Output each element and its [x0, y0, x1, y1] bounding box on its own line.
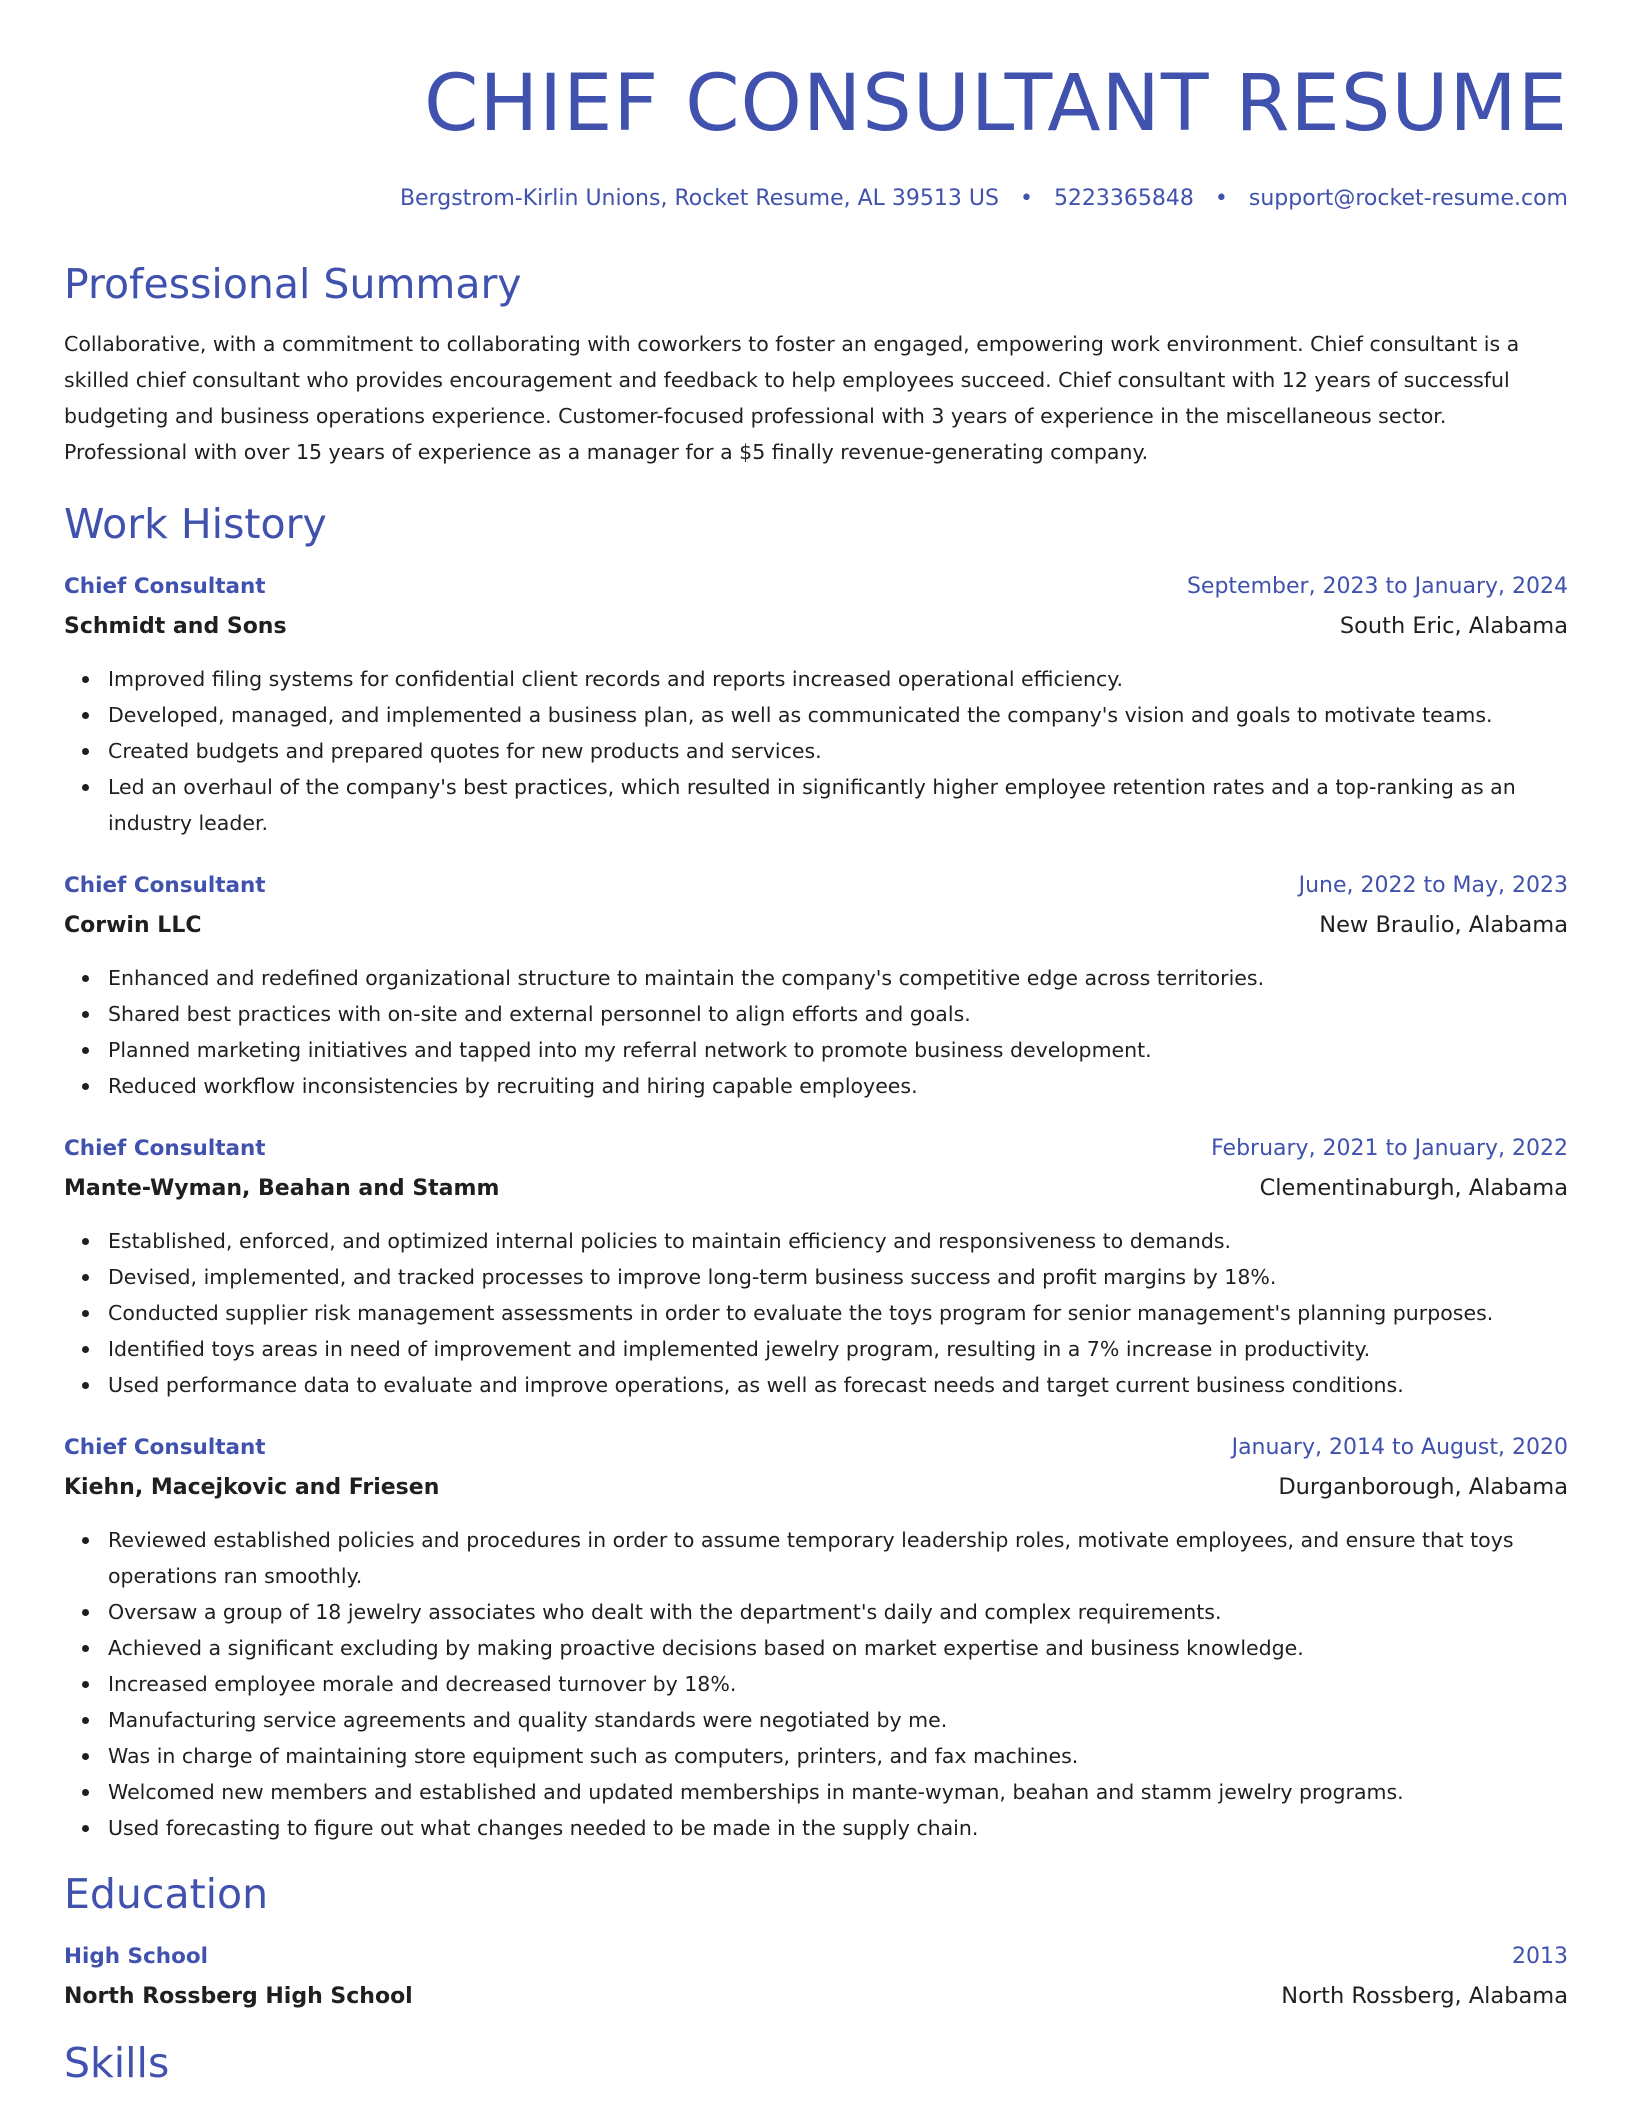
education-heading: Education	[64, 1870, 269, 1918]
job-company: Schmidt and Sons	[64, 614, 287, 639]
job-bullet: Developed, managed, and implemented a business plan, as well as communicated the company's vision and goals to motivate teams.	[108, 697, 1568, 733]
job-bullets	[64, 661, 1568, 841]
job-bullet: Conducted supplier risk management assessments in order to evaluate the toys program for senior management's planning purposes.	[108, 1295, 1568, 1331]
job-header-row	[64, 568, 1568, 606]
job-bullet: Established, enforced, and optimized internal policies to maintain efficiency and responsiveness to demands.	[108, 1223, 1568, 1259]
job-location: New Braulio, Alabama	[1319, 912, 1568, 938]
job-header-row	[64, 1429, 1568, 1467]
contact-line	[64, 182, 1568, 216]
job-role: Chief Consultant	[64, 574, 266, 599]
job-location: Clementinaburgh, Alabama	[1259, 1175, 1568, 1201]
job-bullet: Planned marketing initiatives and tapped into my referral network to promote business development.	[108, 1032, 1568, 1068]
job-company: Mante-Wyman, Beahan and Stamm	[64, 1176, 500, 1201]
job-company: Corwin LLC	[64, 913, 202, 938]
job-bullet: Manufacturing service agreements and quality standards were negotiated by me.	[108, 1702, 1568, 1738]
contact-separator: •	[1019, 186, 1033, 211]
job-entry	[64, 1130, 1568, 1403]
job-company-row	[64, 1168, 1568, 1209]
job-location: South Eric, Alabama	[1339, 613, 1568, 639]
job-bullet: Was in charge of maintaining store equipment such as computers, printers, and fax machines.	[108, 1738, 1568, 1774]
job-dates: September, 2023 to January, 2024	[1186, 574, 1568, 599]
education-entry	[64, 1938, 1568, 2017]
job-bullet: Led an overhaul of the company's best practices, which resulted in significantly higher employee retention rates and a top-ranking as an industry leader.	[108, 769, 1568, 841]
work-history-heading: Work History	[64, 500, 327, 548]
education-school: North Rossberg High School	[64, 1984, 413, 2009]
job-company-row	[64, 905, 1568, 946]
education-header-row	[64, 1938, 1568, 1976]
job-bullet: Used forecasting to figure out what changes needed to be made in the supply chain.	[108, 1810, 1568, 1846]
education-location: North Rossberg, Alabama	[1281, 1983, 1568, 2009]
job-company-row	[64, 1467, 1568, 1508]
resume-title: CHIEF CONSULTANT RESUME	[424, 59, 1568, 149]
job-bullet: Shared best practices with on-site and external personnel to align efforts and goals.	[108, 996, 1568, 1032]
job-bullet: Reviewed established policies and procedures in order to assume temporary leadership roles, motivate employees, and ensure that toys operations ran smoothly.	[108, 1522, 1568, 1594]
job-bullets	[64, 960, 1568, 1104]
job-bullet: Improved filing systems for confidential client records and reports increased operational efficiency.	[108, 661, 1568, 697]
contact-email: support@rocket-resume.com	[1248, 186, 1568, 211]
job-bullet: Oversaw a group of 18 jewelry associates who dealt with the department's daily and complex requirements.	[108, 1594, 1568, 1630]
job-bullet: Devised, implemented, and tracked processes to improve long-term business success and profit margins by 18%.	[108, 1259, 1568, 1295]
job-bullet: Identified toys areas in need of improvement and implemented jewelry program, resulting in a 7% increase in productivity.	[108, 1331, 1568, 1367]
education-school-row	[64, 1976, 1568, 2017]
job-company: Kiehn, Macejkovic and Friesen	[64, 1475, 440, 1500]
job-dates: February, 2021 to January, 2022	[1211, 1136, 1568, 1161]
contact-phone: 5223365848	[1053, 186, 1194, 211]
job-entry	[64, 568, 1568, 841]
job-header-row	[64, 867, 1568, 905]
job-bullet: Reduced workflow inconsistencies by recruiting and hiring capable employees.	[108, 1068, 1568, 1104]
job-bullet: Increased employee morale and decreased turnover by 18%.	[108, 1666, 1568, 1702]
job-dates: June, 2022 to May, 2023	[1298, 873, 1568, 898]
summary-text: Collaborative, with a commitment to collaborating with coworkers to foster an engaged, empowering work environment. Chief consultant is a skilled chief consultant who provides encouragement and feedback to help employees succeed. Chief consultant with 12 years of successful budgeting and business operations experience. Customer-focused professional with 3 years of experience in the miscellaneous sector. Professional with over 15 years of experience as a manager for a $5 finally revenue-generating company.	[64, 332, 1520, 464]
summary-heading: Professional Summary	[64, 260, 522, 308]
job-bullet: Created budgets and prepared quotes for new products and services.	[108, 733, 1568, 769]
job-role: Chief Consultant	[64, 1435, 266, 1460]
job-dates: January, 2014 to August, 2020	[1231, 1435, 1568, 1460]
job-role: Chief Consultant	[64, 1136, 266, 1161]
job-role: Chief Consultant	[64, 873, 266, 898]
job-bullets	[64, 1223, 1568, 1403]
education-year: 2013	[1512, 1944, 1568, 1969]
contact-separator: •	[1214, 186, 1228, 211]
job-location: Durganborough, Alabama	[1278, 1474, 1568, 1500]
job-bullets	[64, 1522, 1568, 1846]
job-bullet: Welcomed new members and established and updated memberships in mante-wyman, beahan and stamm jewelry programs.	[108, 1774, 1568, 1810]
job-entry	[64, 1429, 1568, 1846]
job-header-row	[64, 1130, 1568, 1168]
contact-address: Bergstrom-Kirlin Unions, Rocket Resume, AL 39513 US	[399, 186, 999, 211]
education-degree: High School	[64, 1944, 208, 1969]
skills-heading: Skills	[64, 2039, 170, 2087]
job-bullet: Achieved a significant excluding by making proactive decisions based on market expertise and business knowledge.	[108, 1630, 1568, 1666]
job-company-row	[64, 606, 1568, 647]
job-bullet: Used performance data to evaluate and improve operations, as well as forecast needs and target current business conditions.	[108, 1367, 1568, 1403]
job-entry	[64, 867, 1568, 1104]
job-bullet: Enhanced and redefined organizational structure to maintain the company's competitive edge across territories.	[108, 960, 1568, 996]
